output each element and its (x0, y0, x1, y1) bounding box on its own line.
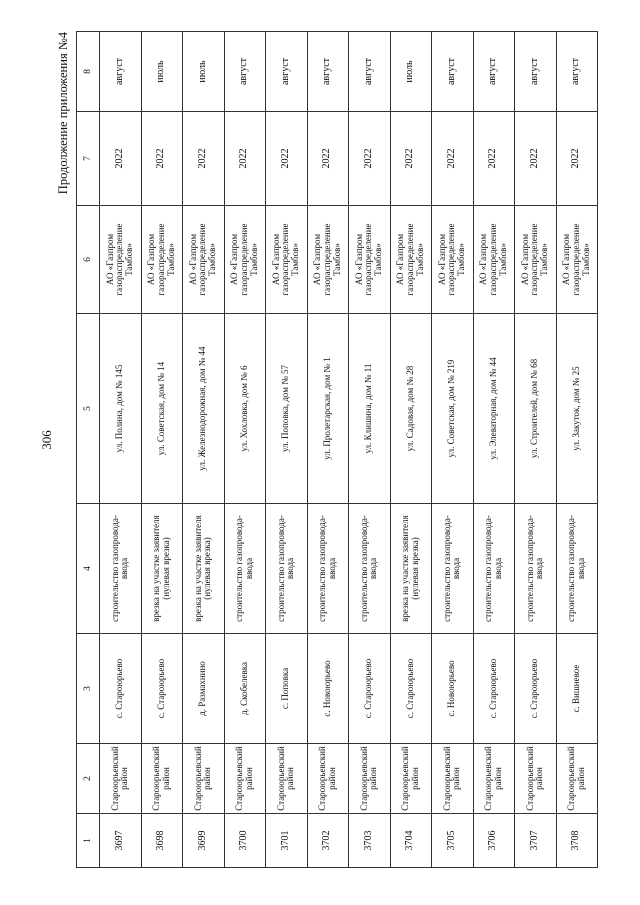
district-cell: Староюрьевский район (307, 744, 349, 814)
work-type-cell: строительство газопровода-ввода (224, 504, 266, 634)
month-cell: июль (183, 32, 225, 112)
work-type-cell: строительство газопровода-ввода (307, 504, 349, 634)
settlement-cell: с. Новоюрьево (432, 634, 474, 744)
table-row (473, 32, 515, 868)
work-type-cell: врезка на участке заявителя (нулевая врезка) (390, 504, 432, 634)
work-type-cell: строительство газопровода-ввода (515, 504, 557, 634)
column-header: 5 (77, 314, 100, 504)
district-cell: Староюрьевский район (224, 744, 266, 814)
table-row (349, 32, 391, 868)
row-number: 3704 (390, 814, 432, 868)
address-cell: ул. Советская, дом № 219 (432, 314, 474, 504)
work-type-cell: строительство газопровода-ввода (473, 504, 515, 634)
settlement-cell: с. Поповка (266, 634, 308, 744)
column-header: 2 (77, 744, 100, 814)
address-cell: ул. Элеваторная, дом № 44 (473, 314, 515, 504)
address-cell: ул. Пролетарская, дом № 1 (307, 314, 349, 504)
address-cell: ул. Закуток, дом № 25 (556, 314, 598, 504)
settlement-cell: с. Староюрьево (473, 634, 515, 744)
row-number: 3698 (141, 814, 183, 868)
address-cell: ул. Клишина, дом № 11 (349, 314, 391, 504)
executor-cell: АО «Газпром газораспределение Тамбов» (141, 206, 183, 314)
appendix-table (76, 31, 598, 868)
row-number: 3697 (100, 814, 142, 868)
address-cell: ул. Железнодорожная, дом № 44 (183, 314, 225, 504)
work-type-cell: врезка на участке заявителя (нулевая врезка) (141, 504, 183, 634)
district-cell: Староюрьевский район (349, 744, 391, 814)
month-cell: июль (390, 32, 432, 112)
executor-cell: АО «Газпром газораспределение Тамбов» (390, 206, 432, 314)
month-cell: август (224, 32, 266, 112)
work-type-cell: строительство газопровода-ввода (556, 504, 598, 634)
executor-cell: АО «Газпром газораспределение Тамбов» (266, 206, 308, 314)
year-cell: 2022 (183, 112, 225, 206)
work-type-cell: строительство газопровода-ввода (349, 504, 391, 634)
month-cell: август (266, 32, 308, 112)
table-row (307, 32, 349, 868)
rotated-document-page (20, 20, 620, 880)
year-cell: 2022 (556, 112, 598, 206)
executor-cell: АО «Газпром газораспределение Тамбов» (183, 206, 225, 314)
column-header: 1 (77, 814, 100, 868)
district-cell: Староюрьевский район (432, 744, 474, 814)
table-body (100, 32, 598, 868)
row-number: 3708 (556, 814, 598, 868)
column-header: 6 (77, 206, 100, 314)
table-row (224, 32, 266, 868)
district-cell: Староюрьевский район (183, 744, 225, 814)
row-number: 3705 (432, 814, 474, 868)
settlement-cell: д. Скобелевка (224, 634, 266, 744)
district-cell: Староюрьевский район (390, 744, 432, 814)
table-row (515, 32, 557, 868)
district-cell: Староюрьевский район (141, 744, 183, 814)
executor-cell: АО «Газпром газораспределение Тамбов» (432, 206, 474, 314)
settlement-cell: с. Староюрьево (515, 634, 557, 744)
executor-cell: АО «Газпром газораспределение Тамбов» (307, 206, 349, 314)
executor-cell: АО «Газпром газораспределение Тамбов» (349, 206, 391, 314)
column-number-row (77, 32, 100, 868)
column-header: 3 (77, 634, 100, 744)
column-header: 7 (77, 112, 100, 206)
year-cell: 2022 (307, 112, 349, 206)
row-number: 3703 (349, 814, 391, 868)
month-cell: август (515, 32, 557, 112)
address-cell: ул. Садовая, дом № 28 (390, 314, 432, 504)
table-row (432, 32, 474, 868)
row-number: 3706 (473, 814, 515, 868)
district-cell: Староюрьевский район (556, 744, 598, 814)
work-type-cell: строительство газопровода-ввода (100, 504, 142, 634)
settlement-cell: с. Новоюрьево (307, 634, 349, 744)
settlement-cell: с. Староюрьево (100, 634, 142, 744)
settlement-cell: с. Староюрьево (141, 634, 183, 744)
work-type-cell: строительство газопровода-ввода (432, 504, 474, 634)
page-number: 306 (39, 430, 54, 450)
year-cell: 2022 (473, 112, 515, 206)
settlement-cell: с. Староюрьево (390, 634, 432, 744)
address-cell: ул. Хохловка, дом № 6 (224, 314, 266, 504)
settlement-cell: с. Староюрьево (349, 634, 391, 744)
row-number: 3699 (183, 814, 225, 868)
executor-cell: АО «Газпром газораспределение Тамбов» (473, 206, 515, 314)
work-type-cell: врезка на участке заявителя (нулевая врезка) (183, 504, 225, 634)
month-cell: август (473, 32, 515, 112)
continuation-title: Продолжение приложения №4 (56, 32, 70, 195)
row-number: 3700 (224, 814, 266, 868)
table-row (100, 32, 142, 868)
month-cell: август (349, 32, 391, 112)
address-cell: ул. Поповка, дом № 57 (266, 314, 308, 504)
column-header: 8 (77, 32, 100, 112)
executor-cell: АО «Газпром газораспределение Тамбов» (515, 206, 557, 314)
month-cell: август (307, 32, 349, 112)
row-number: 3701 (266, 814, 308, 868)
month-cell: июль (141, 32, 183, 112)
table-row (390, 32, 432, 868)
district-cell: Староюрьевский район (100, 744, 142, 814)
year-cell: 2022 (141, 112, 183, 206)
month-cell: август (556, 32, 598, 112)
year-cell: 2022 (224, 112, 266, 206)
settlement-cell: д. Размахнино (183, 634, 225, 744)
month-cell: август (100, 32, 142, 112)
district-cell: Староюрьевский район (473, 744, 515, 814)
settlement-cell: с. Вишневое (556, 634, 598, 744)
address-cell: ул. Строителей, дом № 68 (515, 314, 557, 504)
year-cell: 2022 (100, 112, 142, 206)
year-cell: 2022 (349, 112, 391, 206)
district-cell: Староюрьевский район (515, 744, 557, 814)
executor-cell: АО «Газпром газораспределение Тамбов» (224, 206, 266, 314)
address-cell: ул. Советская, дом № 14 (141, 314, 183, 504)
table-row (183, 32, 225, 868)
year-cell: 2022 (390, 112, 432, 206)
table-row (266, 32, 308, 868)
work-type-cell: строительство газопровода-ввода (266, 504, 308, 634)
year-cell: 2022 (266, 112, 308, 206)
year-cell: 2022 (432, 112, 474, 206)
executor-cell: АО «Газпром газораспределение Тамбов» (556, 206, 598, 314)
executor-cell: АО «Газпром газораспределение Тамбов» (100, 206, 142, 314)
row-number: 3707 (515, 814, 557, 868)
column-header: 4 (77, 504, 100, 634)
month-cell: август (432, 32, 474, 112)
table-row (141, 32, 183, 868)
table-row (556, 32, 598, 868)
year-cell: 2022 (515, 112, 557, 206)
row-number: 3702 (307, 814, 349, 868)
address-cell: ул. Полина, дом № 145 (100, 314, 142, 504)
district-cell: Староюрьевский район (266, 744, 308, 814)
